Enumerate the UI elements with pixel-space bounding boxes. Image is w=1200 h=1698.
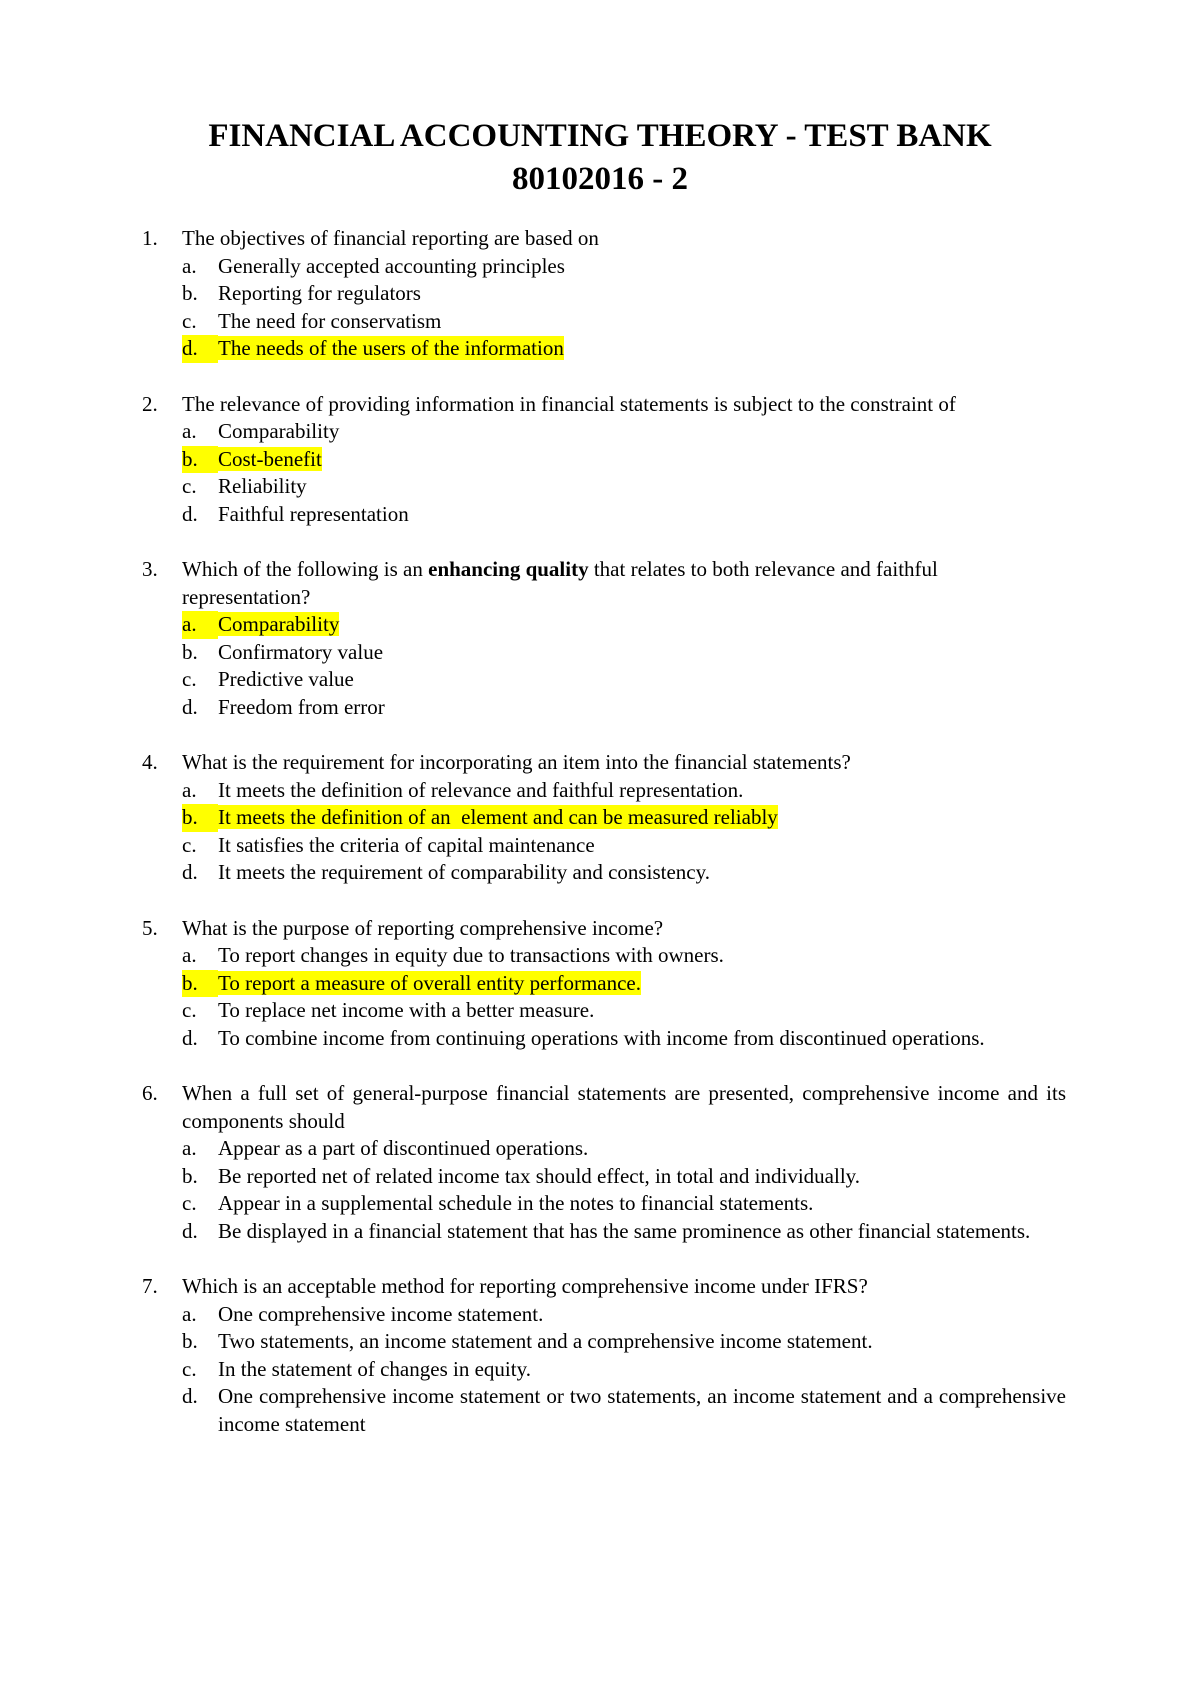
option-text: It meets the requirement of comparability and consistency.: [218, 860, 710, 884]
question-4: [142, 749, 1066, 887]
option-label: b.: [182, 1329, 198, 1353]
option-a: [182, 942, 1066, 970]
option-text: Appear as a part of discontinued operations.: [218, 1136, 589, 1160]
option-label: b.: [182, 446, 218, 474]
option-label: a.: [182, 253, 197, 278]
option-label: d.: [182, 1384, 198, 1408]
question-text: The objectives of financial reporting are based on: [182, 226, 599, 250]
option-list: [142, 253, 1066, 363]
option-text: One comprehensive income statement.: [218, 1301, 544, 1326]
option-label: b.: [182, 281, 198, 305]
option-list: [142, 942, 1066, 1052]
option-a-highlighted-answer: [182, 611, 1066, 639]
option-b: [182, 639, 1066, 667]
option-label: a.: [182, 1301, 197, 1326]
option-label: a.: [182, 1136, 197, 1160]
option-text: To report changes in equity due to transactions with owners.: [218, 943, 724, 967]
option-c: [182, 997, 1066, 1025]
question-number: 7.: [142, 1274, 158, 1298]
question-text: [182, 556, 1066, 611]
option-text: Generally accepted accounting principles: [218, 253, 565, 278]
option-label: d.: [182, 694, 198, 719]
option-text: To report a measure of overall entity performance.: [218, 970, 642, 995]
option-c: [182, 473, 1066, 501]
option-label: a.: [182, 777, 197, 802]
option-b-highlighted-answer: [182, 970, 1066, 998]
question-7: [142, 1273, 1066, 1438]
option-label: a.: [182, 943, 197, 967]
option-text: Predictive value: [218, 667, 354, 691]
option-c: [182, 666, 1066, 694]
option-d: [182, 1383, 1066, 1438]
option-label: c.: [182, 474, 197, 498]
option-text: To combine income from continuing operations with income from discontinued operations.: [218, 1025, 985, 1050]
option-d: [182, 1025, 1066, 1053]
option-label: c.: [182, 667, 197, 691]
option-text: Confirmatory value: [218, 639, 384, 664]
option-text: One comprehensive income statement or two statements, an income statement and a comprehensive income statement: [218, 1384, 1066, 1436]
option-c: [182, 308, 1066, 336]
question-text: Which is an acceptable method for reporting comprehensive income under IFRS?: [182, 1274, 868, 1298]
option-label: d.: [182, 860, 198, 884]
option-d: [182, 501, 1066, 529]
option-c: [182, 832, 1066, 860]
option-text: Two statements, an income statement and a comprehensive income statement.: [218, 1329, 873, 1353]
question-number: 1.: [142, 226, 158, 250]
option-b: [182, 1163, 1066, 1191]
option-text: In the statement of changes in equity.: [218, 1356, 531, 1381]
option-text: To replace net income with a better measure.: [218, 998, 595, 1022]
option-label: d.: [182, 335, 218, 363]
question-bold-term: enhancing quality: [428, 557, 589, 581]
option-label: d.: [182, 501, 198, 526]
question-number: 5.: [142, 915, 158, 940]
option-label: b.: [182, 970, 218, 998]
question-6: [142, 1080, 1066, 1245]
option-label: d.: [182, 1025, 198, 1050]
option-b-highlighted-answer: [182, 446, 1066, 474]
option-a: [182, 777, 1066, 805]
option-text: Freedom from error: [218, 694, 385, 719]
option-text: It meets the definition of relevance and faithful representation.: [218, 777, 744, 802]
question-text: What is the requirement for incorporating an item into the financial statements?: [182, 750, 851, 774]
option-text: Be reported net of related income tax should effect, in total and individually.: [218, 1163, 861, 1188]
option-a: [182, 253, 1066, 281]
option-label: b.: [182, 804, 218, 832]
option-label: a.: [182, 611, 218, 639]
question-number: 4.: [142, 750, 158, 774]
option-text: Reliability: [218, 474, 307, 498]
option-list: [142, 1135, 1066, 1245]
option-text: The needs of the users of the information: [218, 336, 564, 360]
question-text-part: that relates to both relevance and faithful representation?: [182, 557, 938, 609]
option-text: Be displayed in a financial statement that has the same prominence as other financial statements.: [218, 1218, 1031, 1243]
question-text: When a full set of general-purpose financial statements are presented, comprehensive income and its components should: [182, 1081, 1066, 1133]
question-1: [142, 225, 1066, 363]
question-5: [142, 915, 1066, 1053]
option-d: [182, 859, 1066, 887]
question-number: 3.: [142, 557, 158, 581]
option-c: [182, 1356, 1066, 1384]
option-text: Comparability: [218, 419, 340, 443]
option-a: [182, 418, 1066, 446]
option-text: Faithful representation: [218, 501, 409, 526]
question-3: [142, 556, 1066, 721]
option-list: [142, 777, 1066, 887]
document-subtitle-code: 80102016 - 2: [512, 161, 688, 197]
option-a: [182, 1135, 1066, 1163]
question-number: 2.: [142, 391, 158, 416]
option-list: [142, 418, 1066, 528]
option-b-highlighted-answer: [182, 804, 1066, 832]
option-text: It satisfies the criteria of capital maintenance: [218, 832, 595, 857]
question-text: What is the purpose of reporting comprehensive income?: [182, 915, 664, 940]
option-text: Appear in a supplemental schedule in the notes to financial statements.: [218, 1191, 814, 1215]
document-title: FINANCIAL ACCOUNTING THEORY - TEST BANK: [208, 118, 992, 154]
question-text: The relevance of providing information in financial statements is subject to the constraint of: [182, 391, 956, 416]
option-label: d.: [182, 1218, 198, 1243]
option-list: [142, 611, 1066, 721]
question-2: [142, 391, 1066, 529]
option-b: [182, 1328, 1066, 1356]
option-list: [142, 1301, 1066, 1439]
option-label: c.: [182, 1356, 197, 1381]
option-label: c.: [182, 308, 197, 333]
option-text: It meets the definition of an element and can be measured reliably: [218, 805, 778, 829]
question-text-part: Which of the following is an: [182, 557, 429, 581]
question-number: 6.: [142, 1081, 158, 1105]
option-label: c.: [182, 998, 197, 1022]
option-d: [182, 1218, 1066, 1246]
option-label: b.: [182, 639, 198, 664]
option-label: a.: [182, 419, 197, 443]
option-label: c.: [182, 1191, 197, 1215]
option-label: b.: [182, 1163, 198, 1188]
option-c: [182, 1190, 1066, 1218]
option-d: [182, 694, 1066, 722]
option-label: c.: [182, 832, 197, 857]
option-text: Comparability: [218, 612, 340, 636]
option-d-highlighted-answer: [182, 335, 1066, 363]
option-b: [182, 280, 1066, 308]
option-a: [182, 1301, 1066, 1329]
option-text: Reporting for regulators: [218, 281, 421, 305]
option-text: The need for conservatism: [218, 308, 442, 333]
option-text: Cost-benefit: [218, 446, 322, 471]
question-list: [142, 225, 1066, 1466]
